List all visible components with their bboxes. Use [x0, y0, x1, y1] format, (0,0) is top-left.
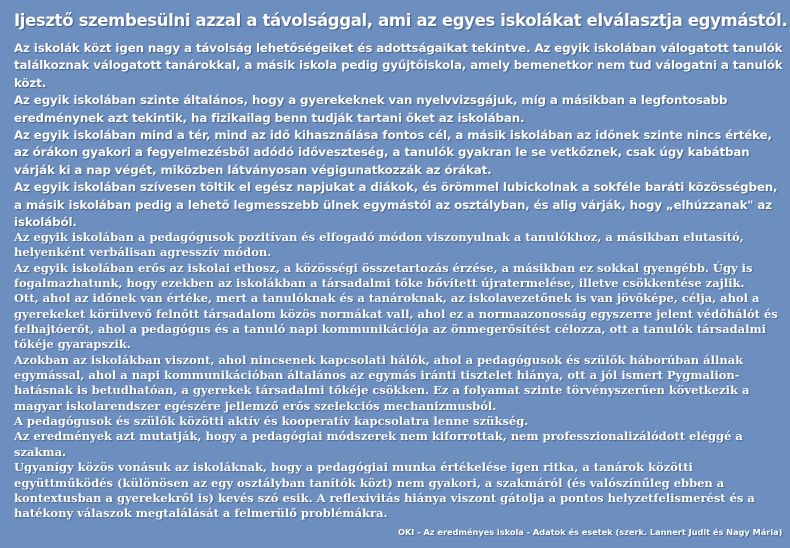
paragraph: Azokban az iskolákban viszont, ahol nincsenek kapcsolati hálók, ahol a pedagógusok és szülők háborúban állnak egymással, ahol a napi kommunikációban általános az egymás iránti tisztelet hiánya, ott a jól ismert Pygmalion-hatásnak is betudhatóan, a gyerekek társadalmi tőkéje csökken. Ez a folyamat szinte törvényszerűen következik a magyar iskolarendszer egészére jellemző erős szelekciós mechanizmusból. — [14, 352, 750, 413]
slide-title: Ijesztő szembesülni azzal a távolsággal, ami az egyes iskolákat elválasztja egymástól. — [14, 11, 788, 30]
paragraph: A pedagógusok és szülők közötti aktív és kooperatív kapcsolatra lenne szükség. — [14, 414, 529, 429]
intro-block — [14, 40, 784, 231]
paragraph: Ott, ahol az időnek van értéke, mert a tanulóknak és a tanároknak, az iskolavezetőnek is van jövőképe, célja, ahol a gyerekeket körülvevő felnőtt társadalom közös normákat vall, ahol ez a normaazonosság egyszerre jelent védőhálót és felhajtóerőt, ahol a pedagógus és a tanuló napi kommunikációja az önmegerősítést célozza, ott a tanulók társadalmi tőkéje gyarapszik. — [14, 291, 778, 352]
paragraph: Az egyik iskolában szinte általános, hogy a gyerekeknek van nyelvvizsgájuk, míg a másikban a legfontosabb eredménynek azt tekintik, ha fizikailag benn tudják tartani őket az iskolában. — [14, 93, 728, 125]
paragraph: Az egyik iskolában a pedagógusok pozitívan és elfogadó módon viszonyulnak a tanulókhoz, a másikban elutasító, helyenként verbálisan agresszív módon. — [14, 230, 744, 260]
findings-block — [14, 230, 784, 522]
paragraph: Az iskolák közt igen nagy a távolság lehetőségeiket és adottságaikat tekintve. Az egyik iskolában válogatott tanulók találkoznak válogatott tanárokkal, a másik iskola pedig gyűjtőiskola, amely bemenetkor nem tud válogatni a tanulók közt. — [14, 41, 783, 90]
paragraph: Az eredmények azt mutatják, hogy a pedagógiai módszerek nem kiforrottak, nem professzionalizálódott eléggé a szakma. — [14, 429, 743, 459]
paragraph: Az egyik iskolában erős az iskolai ethosz, a közösségi összetartozás érzése, a másikban ez sokkal gyengébb. Úgy is fogalmazhatunk, hogy ezekben az iskolákban a társadalmi tőke bővített újratermelése, illetve csökkentése zajlik. — [14, 260, 753, 291]
source-citation: OKI - Az eredményes iskola - Adatok és esetek (szerk. Lannert Judit és Nagy Mária) — [398, 527, 783, 537]
paragraph: Ugyanígy közös vonásuk az iskoláknak, hogy a pedagógiai munka értékelése igen ritka, a tanárok közötti együttműködés (különösen az egy osztályban tanítók közt) nem gyakori, a szakmáról (és valószínűleg ebben a kontextusban a gyerekekről is) kevés szó esik. A reflexivitás hiánya viszont gátolja a pontos helyzetfelismerést és a hatékony válaszok megtalálását a felmerülő problémákra. — [14, 460, 755, 521]
paragraph: Az egyik iskolában mind a tér, mind az idő kihasználása fontos cél, a másik iskolában az időnek szinte nincs értéke, az órákon gyakori a fegyelmezésből adódó időveszteség, a tanulók gyakran le se vetkőznek, csak úgy kabátban várják ki a nap végét, miközben látványosan végigunatkozzák az órákat. — [14, 128, 772, 177]
paragraph: Az egyik iskolában szívesen töltik el egész napjukat a diákok, és örömmel lubickolnak a sokféle baráti közösségben, a másik iskolában pedig a lehető legmesszebb ülnek egymástól az osztályban, és alig várják, hogy „elhúzzanak" az iskolából. — [14, 180, 778, 230]
